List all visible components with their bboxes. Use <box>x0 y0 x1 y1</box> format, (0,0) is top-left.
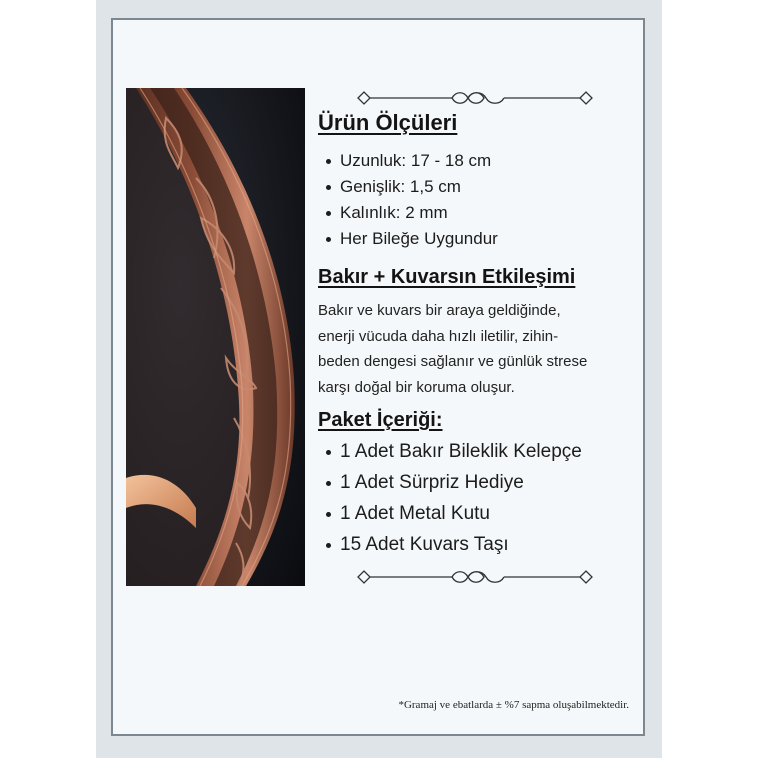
list-item: 15 Adet Kuvars Taşı <box>318 533 582 564</box>
footnote: *Gramaj ve ebatlarda ± %7 sapma oluşabilmektedir. <box>398 699 629 711</box>
paragraph-line: enerji vücuda daha hızlı iletilir, zihin- <box>318 327 559 345</box>
list-item: 1 Adet Sürpriz Hediye <box>318 471 582 502</box>
ornament-divider-bottom <box>356 567 594 587</box>
list-item: Her Bileğe Uygundur <box>318 228 498 254</box>
paragraph-line: beden dengesi sağlanır ve günlük strese <box>318 353 588 370</box>
paragraph-line: karşı doğal bir koruma oluşur. <box>318 378 515 396</box>
list-item: Kalınlık: 2 mm <box>318 202 498 228</box>
copper-quartz-paragraph <box>318 298 638 400</box>
list-item: Uzunluk: 17 - 18 cm <box>318 150 498 176</box>
section-title-package-contents: Paket İçeriği: <box>318 409 443 431</box>
product-photo-copper-bracelet <box>126 88 305 586</box>
list-item: 1 Adet Bakır Bileklik Kelepçe <box>318 440 582 471</box>
list-item: Genişlik: 1,5 cm <box>318 176 498 202</box>
list-item: 1 Adet Metal Kutu <box>318 502 582 533</box>
ornament-divider-top <box>356 88 594 108</box>
paragraph-line: Bakır ve kuvars bir araya geldiğinde, <box>318 302 561 319</box>
section-title-copper-quartz: Bakır + Kuvarsın Etkileşimi <box>318 266 576 288</box>
dimensions-list <box>318 150 498 254</box>
package-contents-list <box>318 440 582 564</box>
section-title-product-dimensions: Ürün Ölçüleri <box>318 110 458 135</box>
